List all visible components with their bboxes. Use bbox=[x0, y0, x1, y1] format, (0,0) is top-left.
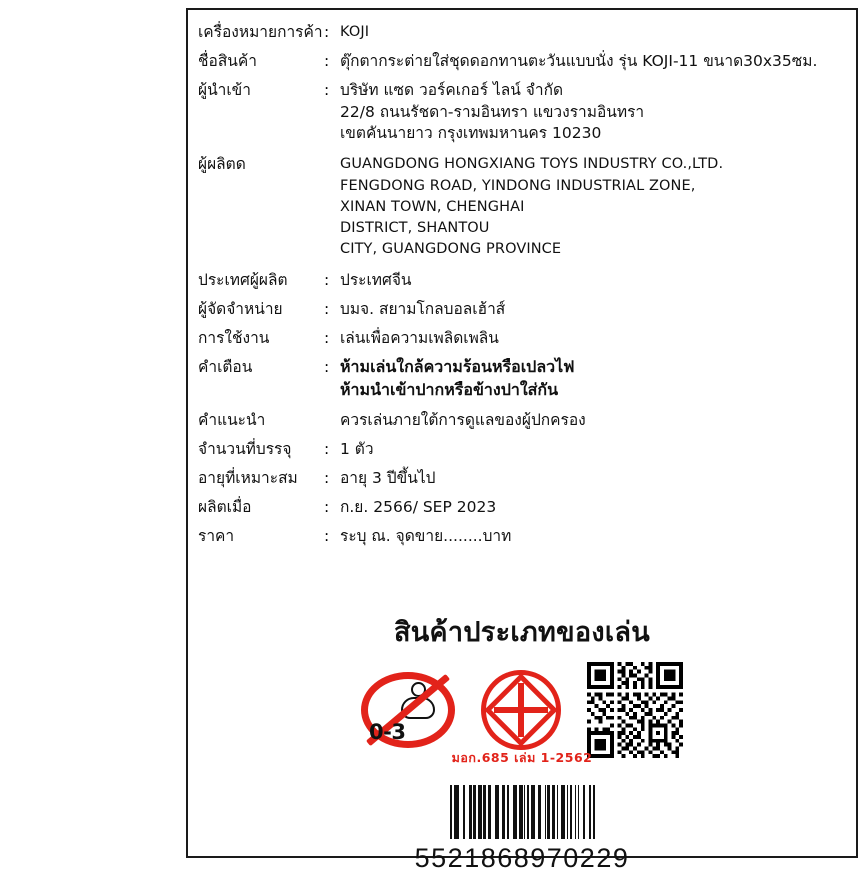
field-value: 1 ตัว bbox=[340, 440, 374, 458]
field-value: ระบุ ณ. จุดขาย........บาท bbox=[340, 527, 512, 545]
field-colon: : bbox=[324, 498, 330, 516]
field-value: ควรเล่นภายใต้การดูแลของผู้ปกครอง bbox=[340, 411, 586, 429]
warning-line-2: ห้ามนำเข้าปากหรือข้างปาใส่กัน bbox=[340, 380, 559, 399]
barcode-bars bbox=[450, 785, 595, 839]
qr-code-svg bbox=[587, 662, 683, 758]
barcode-number: 5521868970229 bbox=[414, 843, 630, 873]
field-colon: : bbox=[324, 300, 330, 318]
field-distributor bbox=[198, 299, 848, 319]
field-value: KOJI bbox=[340, 24, 370, 40]
field-label: คำแนะนำ bbox=[198, 411, 266, 429]
field-colon: : bbox=[324, 271, 330, 289]
field-label: ผู้จัดจำหน่าย bbox=[198, 300, 283, 318]
field-label: คำเตือน bbox=[198, 358, 253, 376]
manufacturer-line-2: FENGDONG ROAD, YINDONG INDUSTRIAL ZONE, bbox=[340, 178, 696, 194]
field-warning bbox=[198, 357, 848, 377]
field-manufacturer bbox=[198, 154, 848, 174]
spacer bbox=[198, 260, 848, 270]
field-colon: : bbox=[324, 23, 330, 41]
field-age bbox=[198, 468, 848, 488]
field-colon: : bbox=[324, 52, 330, 70]
field-label: จำนวนที่บรรจุ bbox=[198, 440, 292, 458]
manufacturer-line-3: XINAN TOWN, CHENGHAI bbox=[340, 199, 525, 215]
barcode-area bbox=[186, 770, 858, 874]
field-value: ประเทศจีน bbox=[340, 271, 412, 289]
field-value: ก.ย. 2566/ SEP 2023 bbox=[340, 498, 497, 516]
field-label: การใช้งาน bbox=[198, 329, 270, 347]
field-value: ห้ามเล่นใกล้ความร้อนหรือเปลวไฟ bbox=[340, 357, 575, 376]
field-importer bbox=[198, 80, 848, 100]
manufacturer-line-5: CITY, GUANGDONG PROVINCE bbox=[340, 241, 562, 257]
field-product-name bbox=[198, 51, 848, 71]
field-trademark bbox=[198, 22, 848, 42]
field-colon: : bbox=[324, 358, 330, 376]
field-label: ผู้นำเข้า bbox=[198, 81, 251, 99]
product-category-headline: สินค้าประเภทของเล่น bbox=[393, 617, 650, 648]
field-value: เล่นเพื่อความเพลิดเพลิน bbox=[340, 329, 499, 347]
field-mfg-date bbox=[198, 497, 848, 517]
manufacturer-line-4: DISTRICT, SHANTOU bbox=[340, 220, 490, 236]
field-value: อายุ 3 ปีขึ้นไป bbox=[340, 469, 436, 487]
qr-code bbox=[587, 662, 683, 758]
field-colon: : bbox=[324, 469, 330, 487]
field-label: ผลิตเมื่อ bbox=[198, 498, 252, 516]
field-value: ตุ๊กตากระต่ายใส่ชุดดอกทานตะวันแบบนั่ง รุ่น KOJI-11 ขนาด30x35ซม. bbox=[340, 52, 818, 70]
field-advice bbox=[198, 410, 848, 430]
field-label: ผู้ผลิตด bbox=[198, 155, 246, 173]
age-restriction-text: 0-3 bbox=[369, 720, 406, 744]
field-label: อายุที่เหมาะสม bbox=[198, 469, 298, 487]
field-colon: : bbox=[324, 81, 330, 99]
field-value: บริษัท แซด วอร์คเกอร์ ไลน์ จำกัด bbox=[340, 81, 564, 99]
field-quantity bbox=[198, 439, 848, 459]
field-country bbox=[198, 270, 848, 290]
field-label: ประเทศผู้ผลิต bbox=[198, 271, 288, 289]
compliance-marks bbox=[186, 662, 858, 758]
tisi-bar-vertical bbox=[518, 683, 524, 737]
field-label: ชื่อสินค้า bbox=[198, 52, 257, 70]
tisi-certification-icon bbox=[481, 670, 561, 750]
field-colon: : bbox=[324, 527, 330, 545]
importer-address-line-2: 22/8 ถนนรัชดา-รามอินทรา แขวงรามอินทรา bbox=[340, 103, 645, 121]
field-label: ราคา bbox=[198, 527, 235, 545]
field-colon: : bbox=[324, 440, 330, 458]
no-children-under-3-icon bbox=[361, 672, 455, 748]
label-field-list bbox=[198, 22, 848, 555]
field-label: เครื่องหมายการค้า bbox=[198, 23, 323, 41]
field-value: บมจ. สยามโกลบอลเฮ้าส์ bbox=[340, 300, 506, 318]
spacer bbox=[198, 400, 848, 410]
field-colon: : bbox=[324, 329, 330, 347]
importer-address-line-3: เขตคันนายาว กรุงเทพมหานคร 10230 bbox=[340, 124, 602, 142]
spacer bbox=[198, 144, 848, 154]
tisi-standard-caption: มอก.685 เล่ม 1-2562 bbox=[451, 750, 593, 765]
field-value: GUANGDONG HONGXIANG TOYS INDUSTRY CO.,LTD. bbox=[340, 156, 724, 172]
field-price bbox=[198, 526, 848, 546]
field-usage bbox=[198, 328, 848, 348]
